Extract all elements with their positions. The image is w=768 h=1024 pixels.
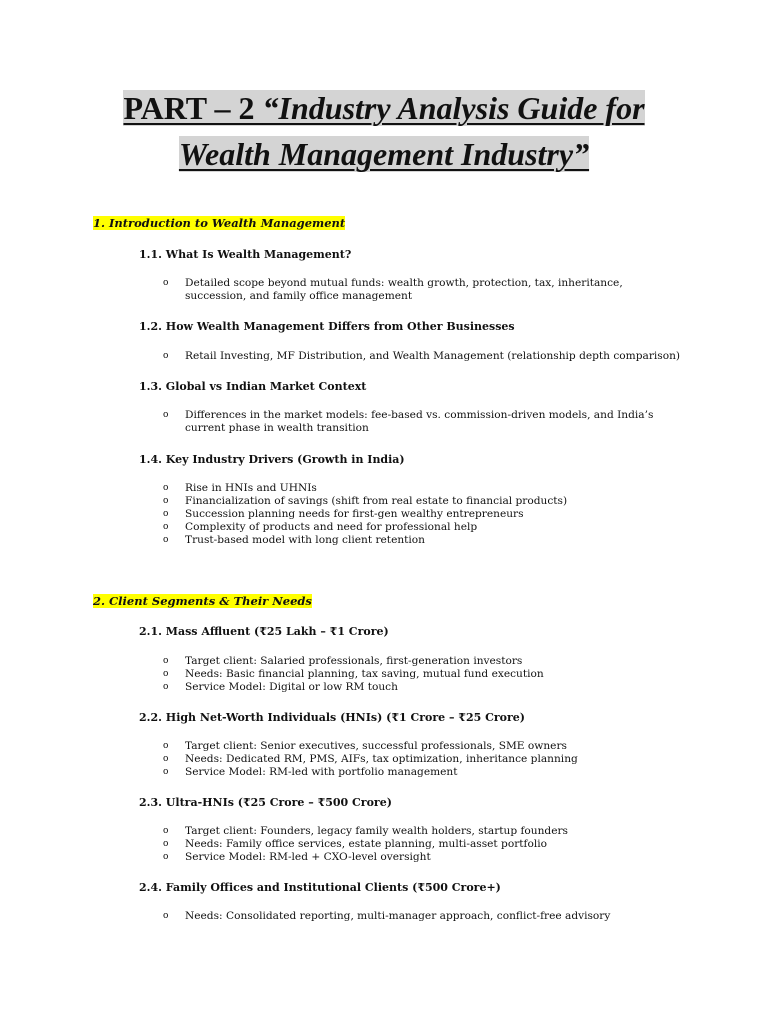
list-item: o Financialization of savings (shift from real estate to financial products) [163, 495, 568, 507]
list-item: o Trust-based model with long client retention [163, 534, 426, 546]
bullet-marker: o [163, 767, 169, 777]
bullet-list-1-3 [163, 409, 683, 435]
list-item: o Needs: Family office services, estate planning, multi-asset portfolio [163, 838, 547, 850]
bullet-marker: o [163, 826, 169, 836]
list-item: o Succession planning needs for first-gen wealthy entrepreneurs [163, 508, 524, 520]
subsection-heading-1-4: 1.4. Key Industry Drivers (Growth in India) [139, 453, 405, 466]
bullet-marker: o [163, 509, 169, 519]
bullet-marker: o [163, 911, 169, 921]
list-item: o Target client: Senior executives, successful professionals, SME owners [163, 740, 567, 752]
list-item: o Service Model: RM-led + CXO-level oversight [163, 851, 431, 863]
bullet-marker: o [163, 852, 169, 862]
bullet-list-2-4 [163, 910, 683, 923]
bullet-list-2-1 [163, 655, 683, 694]
subsection-heading-2-4: 2.4. Family Offices and Institutional Clients (₹500 Crore+) [139, 881, 501, 894]
list-item: o Rise in HNIs and UHNIs [163, 482, 317, 494]
list-item: o Needs: Consolidated reporting, multi-manager approach, conflict-free advisory [163, 910, 611, 922]
bullet-list-1-4 [163, 482, 683, 547]
bullet-list-1-2 [163, 350, 683, 363]
subsection-heading-1-2: 1.2. How Wealth Management Differs from Other Businesses [139, 320, 515, 333]
subsection-heading-2-2: 2.2. High Net-Worth Individuals (HNIs) (₹1 Crore – ₹25 Crore) [139, 711, 525, 724]
bullet-marker: o [163, 278, 169, 288]
section-heading-1: 1. Introduction to Wealth Management [93, 216, 346, 230]
subsection-heading-2-1: 2.1. Mass Affluent (₹25 Lakh – ₹1 Crore) [139, 625, 389, 638]
bullet-marker: o [163, 535, 169, 545]
section-heading-2: 2. Client Segments & Their Needs [93, 594, 312, 608]
list-item: o Needs: Basic financial planning, tax saving, mutual fund execution [163, 668, 544, 680]
document-title-line-2 [0, 128, 768, 180]
title-highlight-1 [123, 90, 644, 126]
bullet-marker: o [163, 483, 169, 493]
list-item: o Detailed scope beyond mutual funds: wealth growth, protection, tax, inheritance, succession, and family office management [163, 277, 623, 302]
bullet-list-2-3 [163, 825, 683, 864]
subsection-heading-2-3: 2.3. Ultra-HNIs (₹25 Crore – ₹500 Crore) [139, 796, 392, 809]
title-prefix: PART – 2 [123, 90, 263, 126]
bullet-marker: o [163, 682, 169, 692]
bullet-marker: o [163, 656, 169, 666]
title-italic: “Industry Analysis Guide for [262, 90, 645, 126]
subsection-heading-1-3: 1.3. Global vs Indian Market Context [139, 380, 367, 393]
document-title-line-1 [0, 82, 768, 134]
title-line-2-text: Wealth Management Industry” [178, 136, 590, 172]
bullet-list-1-1 [163, 277, 683, 303]
list-item: o Target client: Salaried professionals, first-generation investors [163, 655, 523, 667]
subsection-heading-1-1: 1.1. What Is Wealth Management? [139, 248, 352, 261]
list-item: o Differences in the market models: fee-based vs. commission-driven models, and India’s current phase in wealth transition [163, 409, 654, 434]
bullet-marker: o [163, 839, 169, 849]
bullet-marker: o [163, 741, 169, 751]
list-item: o Retail Investing, MF Distribution, and Wealth Management (relationship depth comparison) [163, 350, 681, 362]
bullet-list-2-2 [163, 740, 683, 779]
list-item: o Needs: Dedicated RM, PMS, AIFs, tax optimization, inheritance planning [163, 753, 578, 765]
list-item: o Complexity of products and need for professional help [163, 521, 478, 533]
bullet-marker: o [163, 496, 169, 506]
list-item: o Service Model: RM-led with portfolio management [163, 766, 458, 778]
bullet-marker: o [163, 669, 169, 679]
bullet-marker: o [163, 522, 169, 532]
list-item: o Service Model: Digital or low RM touch [163, 681, 398, 693]
bullet-marker: o [163, 754, 169, 764]
bullet-marker: o [163, 410, 169, 420]
list-item: o Target client: Founders, legacy family wealth holders, startup founders [163, 825, 568, 837]
bullet-marker: o [163, 351, 169, 361]
